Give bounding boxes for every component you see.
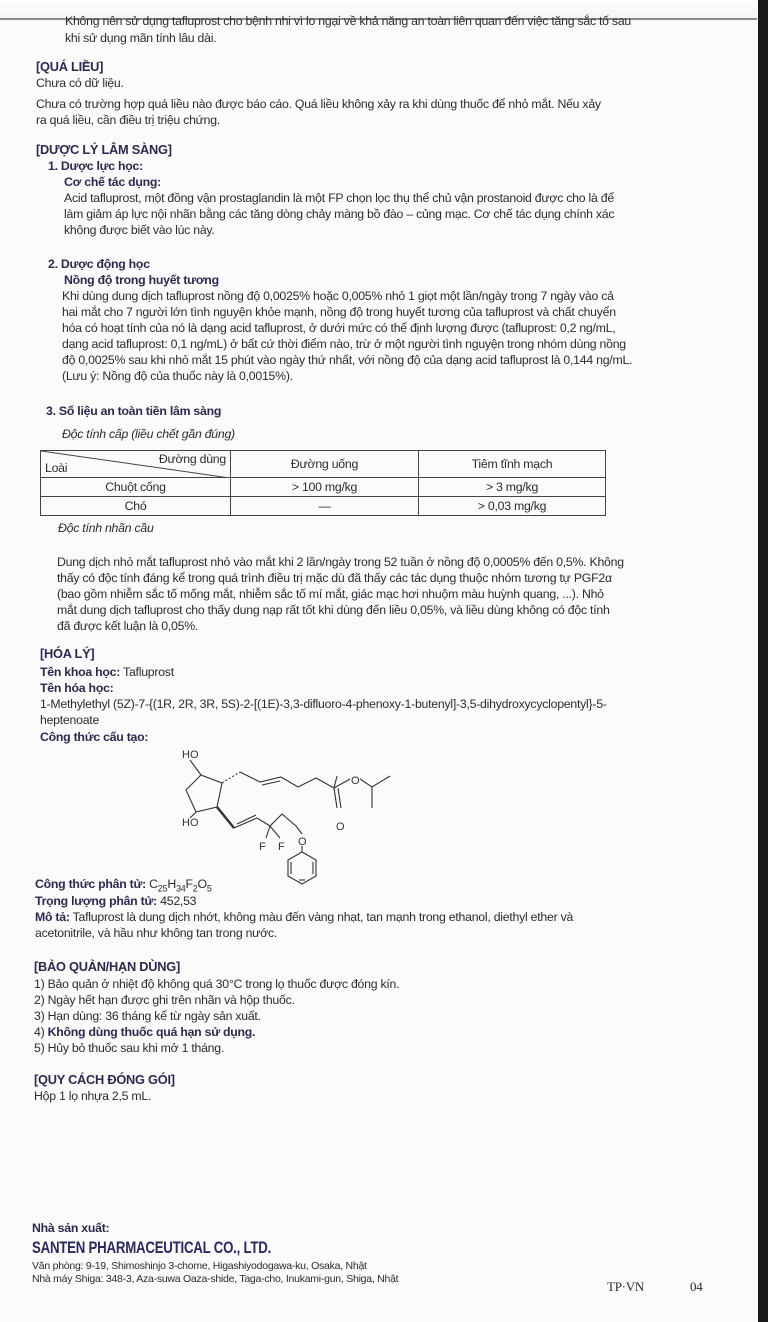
cell: > 0,03 mg/kg (419, 497, 606, 516)
structure-label: Công thức cấu tạo: (40, 730, 149, 744)
cell: Chó (41, 497, 231, 516)
chemical-name-line: 1-Methylethyl (5Z)-7-{(1R, 2R, 3R, 5S)-2-[(1E)-3,3-difluoro-4-phenoxy-1-butenyl]-3,5-dihydroxycyclopentyl}-5- (40, 697, 607, 711)
acute-toxicity-caption: Độc tính cấp (liều chết gần đúng) (62, 427, 235, 441)
manufacturer-label: Nhà sản xuất: (32, 1221, 110, 1235)
route-header: Đường dùng (158, 452, 226, 466)
packaging-heading: [QUY CÁCH ĐÓNG GÓI] (34, 1072, 175, 1087)
office-address: Văn phòng: 9-19, Shimoshinjo 3-chome, Higashiyodogawa-ku, Osaka, Nhật (32, 1260, 367, 1272)
value: Tafluprost là dung dịch nhớt, không màu đến vàng nhạt, tan mạnh trong ethanol, diethyl ether và (69, 910, 574, 924)
storage-item: 2) Ngày hết hạn được ghi trên nhãn và hộp thuốc. (34, 993, 295, 1007)
packaging-text: Hộp 1 lọ nhựa 2,5 mL. (34, 1089, 152, 1103)
atom-label: O (336, 821, 345, 833)
safety-line: Dung dịch nhỏ mắt tafluprost nhỏ vào mắt khi 2 lần/ngày trong 52 tuần ở nồng độ 0,0005% đến 0,5%. Không (57, 555, 624, 569)
safety-line: mắt dung dịch tafluprost cho thấy dung nạp rất tốt khi dùng đến liều 0,05%, và liều dùng không có độc tính (57, 603, 610, 617)
page-number: 04 (690, 1279, 703, 1294)
storage-item: 5) Hủy bỏ thuốc sau khi mở 1 tháng. (34, 1041, 225, 1055)
value: Tafluprost (120, 665, 174, 679)
molecular-weight (35, 894, 196, 908)
pk-line: Khi dùng dung dịch tafluprost nồng độ 0,0025% hoặc 0,005% nhỏ 1 giọt một lần/ngày trong 7 ngày vào cả (62, 289, 614, 303)
label: Công thức phân tử: (35, 877, 146, 891)
chemical-name-line: heptenoate (40, 713, 100, 727)
storage-heading: [BẢO QUẢN/HẠN DÙNG] (34, 959, 180, 974)
safety-title: 3. Số liệu an toàn tiền lâm sàng (46, 404, 222, 418)
pharmacology-heading: [DƯỢC LÝ LÂM SÀNG] (36, 142, 172, 157)
atom-label: F (278, 841, 285, 853)
pk-line: dạng acid tafluprost: 0,1 ng/mL) ở bất cứ thời điểm nào, trừ ở một người tình nguyện trong nhóm dùng nồng (62, 337, 626, 351)
chem-heading: [HÓA LÝ] (40, 646, 95, 661)
pd-line: không được biết vào lúc này. (64, 223, 215, 237)
column-header: Tiêm tĩnh mạch (419, 451, 606, 478)
value: 452,53 (156, 894, 197, 908)
description (35, 910, 573, 924)
pd-subtitle: Cơ chế tác dụng: (64, 175, 161, 189)
pd-line: làm giảm áp lực nội nhãn bằng các tăng dòng chảy màng bồ đào – củng mạc. Cơ chế tác dụng chính xác (64, 207, 615, 221)
atom-label: HO (182, 749, 199, 761)
cell: > 100 mg/kg (231, 478, 419, 497)
pd-line: Acid tafluprost, một đồng vận prostaglandin là một FP chọn lọc thụ thể chủ vận prostanoid được cho là để (64, 191, 614, 205)
pk-line: hóa có hoạt tính của nó là dạng acid tafluprost, ở dưới mức có thể định lượng được (tafluprost: 0,2 ng/mL, (62, 321, 616, 335)
formula-value: $C_{25}H_{34}F_2O_5$ (145, 877, 212, 894)
pk-line: độ 0,0025% sau khi nhỏ mắt 15 phút vào ngày thứ nhất, với nồng độ của dạng acid tafluprost là 0,144 ng/mL. (62, 353, 633, 367)
description-line: acetonitrile, và hầu như không tan trong nước. (35, 926, 278, 940)
safety-line: thấy có độc tính đáng kể trong quá trình điều trị mặc dù đã thấy các tác dụng thuộc nhóm tương tự PGF2α (57, 571, 612, 585)
storage-item: 1) Bảo quản ở nhiệt độ không quá 30°C trong lọ thuốc được đóng kín. (34, 977, 400, 991)
item-number: 4) (34, 1025, 48, 1039)
cell: Chuột cống (41, 478, 231, 497)
pk-line: (Lưu ý: Nồng độ của thuốc này là 0,0015%). (62, 369, 293, 383)
overdose-heading: [QUÁ LIỀU] (36, 59, 104, 74)
safety-line: (bao gồm nhiễm sắc tố mống mắt, nhiễm sắc tố mí mắt, giác mạc hơi nhuộm màu huỳnh quang, ...). Nhỏ (57, 587, 604, 601)
safety-line: đã được kết luận là 0,05%. (57, 619, 199, 633)
chemical-name-label: Tên hóa học: (40, 681, 114, 695)
overdose-line: Chưa có dữ liệu. (36, 76, 124, 90)
cell: — (231, 497, 419, 516)
pd-title: 1. Dược lực học: (48, 159, 143, 173)
pk-subtitle: Nồng độ trong huyết tương (64, 273, 219, 287)
cell: > 3 mg/kg (419, 478, 606, 497)
column-header: Đường uống (231, 451, 419, 478)
pk-line: hai mắt cho 7 người lớn tình nguyện khỏe mạnh, nồng độ trong huyết tương của tafluprost và chất chuyển (62, 305, 616, 319)
atom-label: O (351, 775, 360, 787)
atom-label: HO (182, 817, 199, 829)
molecular-formula (35, 877, 212, 895)
atom-label: O (298, 836, 307, 848)
overdose-line: Chưa có trường hợp quá liều nào được báo cáo. Quá liều không xảy ra khi dùng thuốc để nhỏ mắt. Nếu xảy (36, 97, 601, 111)
species-header: Loài (45, 461, 68, 475)
overdose-line: ra quá liều, cần điều trị triệu chứng. (36, 113, 220, 127)
label: Mô tả: (35, 910, 70, 924)
label: Trọng lượng phân tử: (35, 894, 157, 908)
label: Tên khoa học: (40, 665, 121, 679)
atom-label: F (259, 841, 266, 853)
document-code: TP·VN (607, 1279, 645, 1294)
factory-address: Nhà máy Shiga: 348-3, Aza-suwa Oaza-shide, Taga-cho, Inukami-gun, Shiga, Nhật (32, 1273, 399, 1285)
pk-title: 2. Dược động học (48, 257, 150, 271)
intro-line: khi sử dụng mãn tính lâu dài. (65, 31, 217, 45)
manufacturer-name: SANTEN PHARMACEUTICAL CO., LTD. (32, 1238, 272, 1257)
item-text: Không dùng thuốc quá hạn sử dụng. (47, 1025, 256, 1039)
storage-item (34, 1025, 255, 1039)
ocular-toxicity-caption: Độc tính nhãn cầu (58, 521, 154, 535)
intro-line: Không nên sử dụng tafluprost cho bệnh nhi vì lo ngại về khả năng an toàn liên quan đến việc tăng sắc tố sau (65, 14, 632, 28)
storage-item: 3) Hạn dùng: 36 tháng kể từ ngày sản xuất. (34, 1009, 261, 1023)
